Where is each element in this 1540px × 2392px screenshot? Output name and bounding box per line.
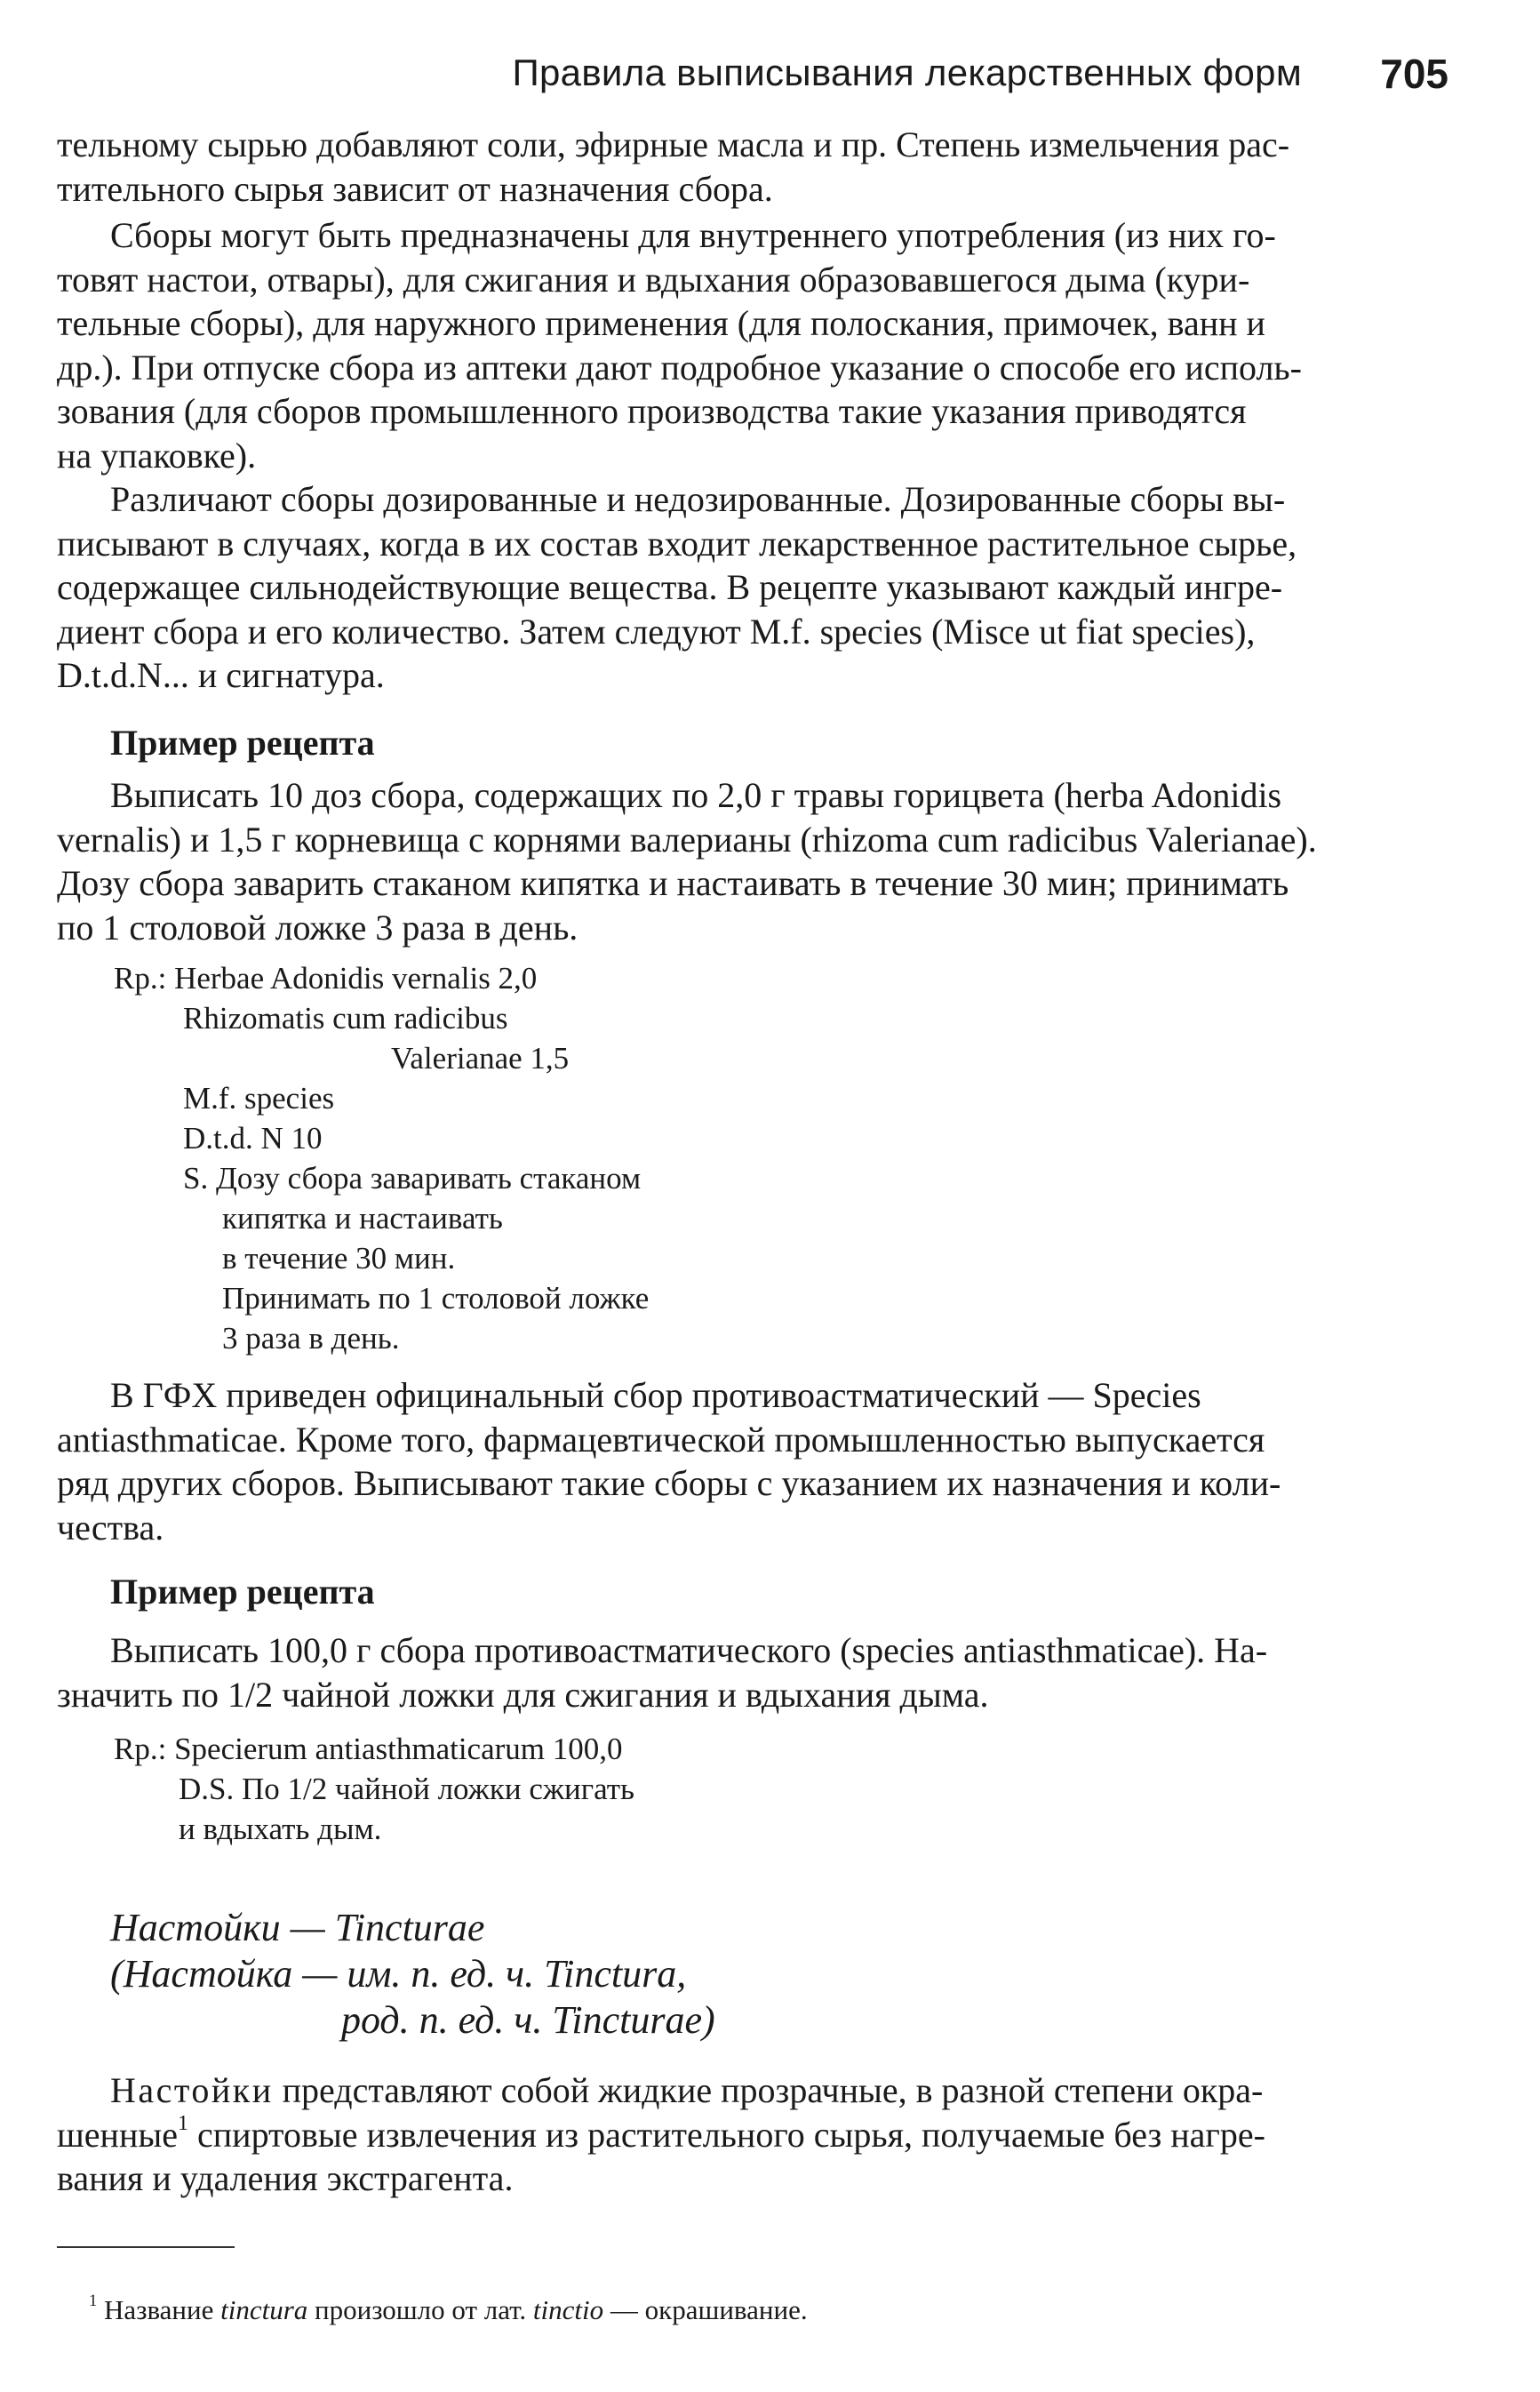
footnote: $^1$ Название tinctura произошло от лат. tinctio — окрашивание.: [89, 2292, 808, 2325]
example-2-heading: Пример рецепта: [110, 1572, 375, 1612]
rx-line: Rp.: Specierum antiasthmaticarum 100,0: [114, 1732, 623, 1766]
paragraph-gfx-collections: [57, 1373, 1454, 1549]
rx-line: и вдыхать дым.: [179, 1812, 382, 1846]
rx-line: кипятка и настаивать: [222, 1201, 503, 1236]
rx-line: D.t.d. N 10: [183, 1121, 323, 1156]
rx-line: Rp.: Herbae Adonidis vernalis 2,0: [114, 961, 538, 996]
example-1-task: [57, 773, 1454, 949]
paragraph-dosed-collections: [57, 477, 1454, 698]
example-1: [57, 721, 1454, 765]
section-title-line: (Настойка — им. п. ед. ч. Tinctura,: [110, 1952, 687, 1996]
page-number: 705: [1380, 51, 1448, 97]
rx-line: в течение 30 мин.: [222, 1241, 456, 1276]
paragraph-collections-purpose: [57, 213, 1454, 477]
footnote-divider: [57, 2246, 235, 2248]
rx-line: 3 раза в день.: [222, 1321, 400, 1356]
example-2-task: [57, 1628, 1454, 1716]
example-1-task-text: Выписать 10 доз сбора, содержащих по 2,0 г травы горицвета (herba Adonidis vernalis) и 1,5 г корневища с корнями валерианы (rhizoma cum radicibus Valerianae). Дозу сбора заварить стаканом кипятка и настаивать в течение 30 мин; принимать по 1 столовой ложке 3 раза в день.: [57, 775, 1317, 948]
rx-line: Rhizomatis cum radicibus: [183, 1001, 508, 1036]
prescription-2: [114, 1729, 1511, 1849]
footnote-term: tinctio: [532, 2294, 604, 2325]
paragraph-4: В ГФХ приведен официнальный сбор противоастматический — Species antiasthmaticae. Кроме того, фармацевтической промышленностью выпускается ряд других сборов. Выписывают такие сборы с указанием их назначения и коли- чества.: [57, 1375, 1281, 1548]
section-intro: [57, 2068, 1454, 2201]
rx-line: D.S. По 1/2 чайной ложки сжигать: [179, 1772, 635, 1806]
paragraph-1: тельному сырью добавляют соли, эфирные масла и пр. Степень измельчения рас- тительного сырья зависит от назначения сбора.: [57, 124, 1290, 209]
section-tinctures: [57, 1905, 1454, 2044]
example-2: [57, 1570, 1454, 1614]
prescription-1: [114, 958, 1511, 1358]
rx-line: S. Дозу сбора заваривать стаканом: [183, 1161, 642, 1196]
paragraph-continuation: [57, 123, 1454, 211]
paragraph-3: Различают сборы дозированные и недозированные. Дозированные сборы вы- писывают в случаях, когда в их состав входит лекарственное растительное сырье, содержащее сильнодействующие вещества. В рецепте указывают каждый ингре- диент сбора и его количество. Затем следуют M.f. species (Misce ut fiat species), D.t.d.N... и сигнатура.: [57, 479, 1297, 695]
section-title-line: род. п. ед. ч. Tincturae): [341, 1998, 715, 2042]
footnote-reference[interactable]: 1: [178, 2111, 188, 2135]
section-intro-text: Настойки представляют собой жидкие прозрачные, в разной степени окра- шенные$^1$ спиртовые извлечения из растительного сырья, получаемые без нагре- вания и удаления экстрагента.: [57, 2070, 1265, 2198]
rx-line: Valerianae 1,5: [391, 1041, 570, 1076]
example-1-heading: Пример рецепта: [110, 723, 375, 763]
term-tinctures: Настойки: [110, 2070, 274, 2110]
footnote-mark: 1: [89, 2292, 98, 2311]
running-head-title: Правила выписывания лекарственных форм: [512, 52, 1302, 93]
rx-line: Принимать по 1 столовой ложке: [222, 1281, 650, 1316]
rx-line: M.f. species: [183, 1081, 335, 1116]
paragraph-2: Сборы могут быть предназначены для внутреннего употребления (из них го- товят настои, отвары), для сжигания и вдыхания образовавшегося дыма (кури- тельные сборы), для наружного применения (для полоскания, примочек, ванн и др.). При отпуске сбора из аптеки дают подробное указание о способе его исполь- зования (для сборов промышленного производства такие указания приводятся на упаковке).: [57, 215, 1302, 476]
example-2-task-text: Выписать 100,0 г сбора противоастматического (species antiasthmaticae). На- значить по 1/2 чайной ложки для сжигания и вдыхания дыма.: [57, 1630, 1268, 1715]
running-head: [0, 52, 1448, 105]
footnote-term: tinctura: [220, 2294, 308, 2325]
section-title-line: Настойки — Tincturae: [110, 1906, 485, 1949]
